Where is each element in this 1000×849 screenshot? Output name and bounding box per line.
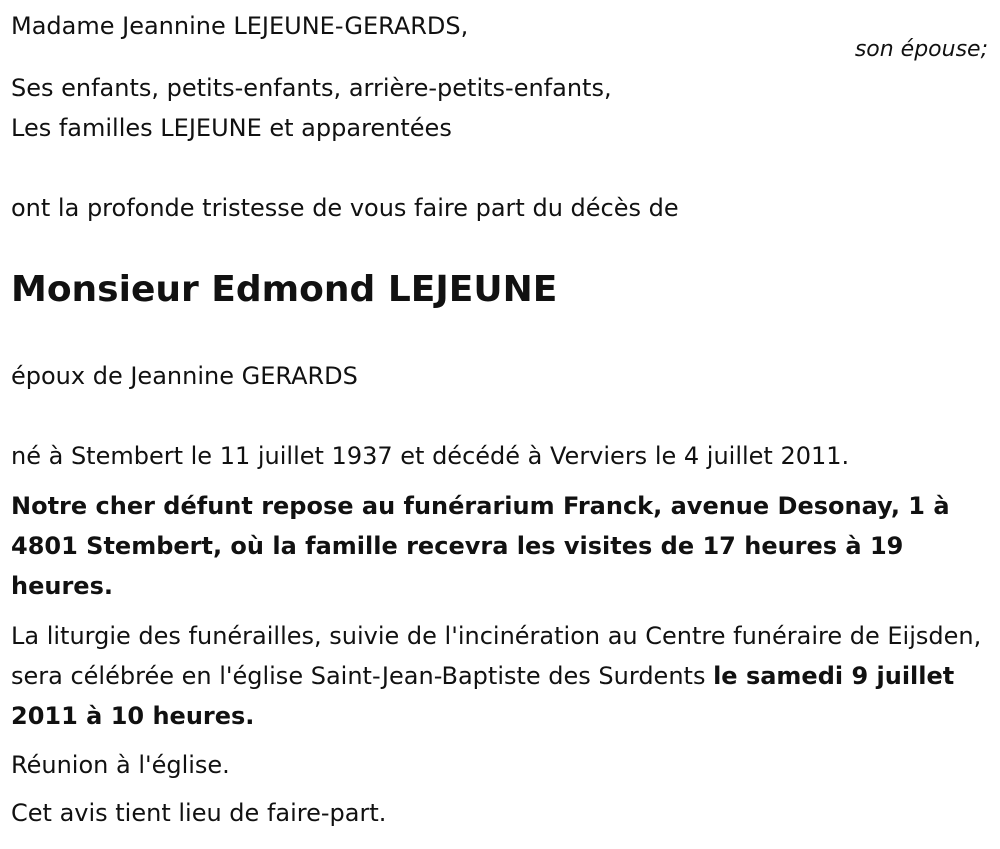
deceased-name: Monsieur Edmond LEJEUNE	[11, 269, 558, 310]
closing-line: Cet avis tient lieu de faire-part.	[11, 799, 387, 827]
announcement-line: ont la profonde tristesse de vous faire part du décès de	[11, 194, 679, 222]
liturgy-date: le samedi 9 juillet 2011 à 10 heures.	[11, 662, 955, 730]
visitation-paragraph: Notre cher défunt repose au funérarium Franck, avenue Desonay, 1 à 4801 Stembert, où la famille recevra les visites de 17 heures à 19 heures.	[11, 492, 950, 600]
children-line: Ses enfants, petits-enfants, arrière-petits-enfants,	[11, 74, 612, 102]
liturgy-text: La liturgie des funérailles, suivie de l'incinération au Centre funéraire de Eijsden, sera célébrée en l'église Saint-Jean-Baptiste des Surdents	[11, 622, 982, 690]
meeting-line: Réunion à l'église.	[11, 751, 230, 779]
families-line: Les familles LEJEUNE et apparentées	[11, 114, 452, 142]
spouse-of-line: époux de Jeannine GERARDS	[11, 362, 358, 390]
birth-death-line: né à Stembert le 11 juillet 1937 et décédé à Verviers le 4 juillet 2011.	[11, 442, 850, 470]
liturgy-paragraph	[11, 616, 986, 736]
wife-role: son épouse;	[854, 37, 988, 62]
wife-line: Madame Jeannine LEJEUNE-GERARDS,	[11, 12, 469, 40]
